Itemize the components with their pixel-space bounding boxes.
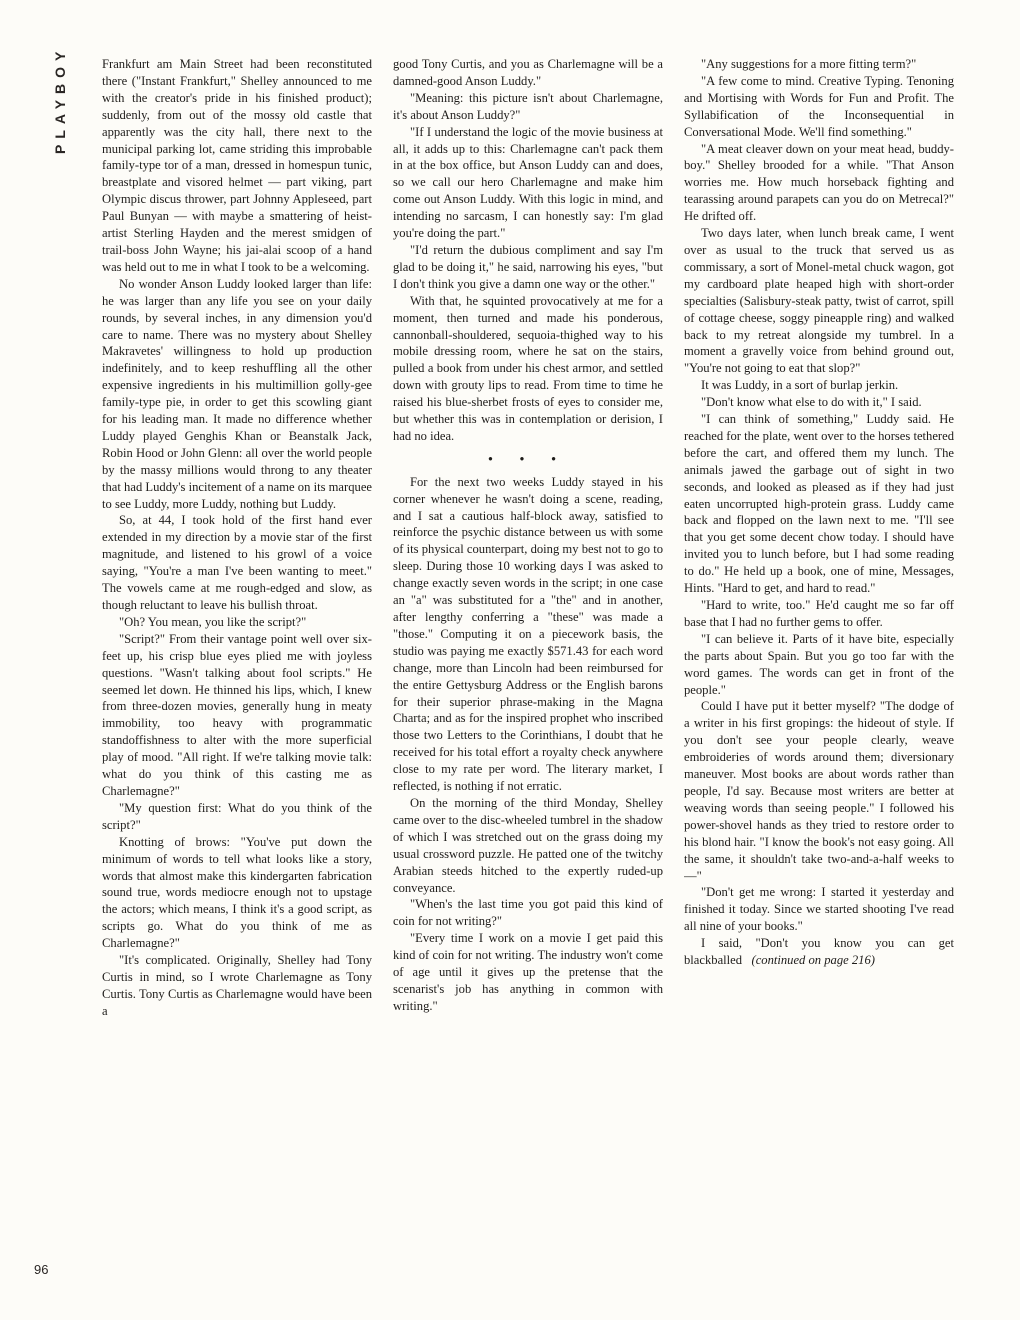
column-3: [684, 56, 954, 1286]
paragraph: "Every time I work on a movie I get paid this kind of coin for not writing. The industry won't come of age until it gives up the pretense that the scenarist's job has anything in common with writing.": [393, 931, 663, 1013]
section-break: • • •: [488, 451, 568, 466]
paragraph: Two days later, when lunch break came, I went over as usual to the truck that served us as commissary, a sort of Monel-metal chuck wagon, got my cardboard plate heaped high with short-order specialties (Salisbury-steak patty, twist of carrot, spill of cottage cheese, soggy pineapple ring) and walked back to my retreat alongside my tumbrel. In a moment a gravelly voice from behind ground out, "You're not going to eat that slop?": [684, 226, 954, 376]
paragraph: So, at 44, I took hold of the first hand ever extended in my direction by a movie star of the first magnitude, and listened to his growl of a voice saying, "You're a man I've been wanting to meet." The vowels came at me rough-edged and slow, as though reluctant to leave his bullish throat.: [102, 513, 372, 612]
paragraph: Could I have put it better myself? "The dodge of a writer in his first gropings: the hideout of style. If you don't see your people clearly, weave embroideries of words around them; diversionary maneuver. Most books are about words rather than people, I'd say. Because most writers are better at weaving words than seeing people." I followed his power-shovel hands as they tried to restore order to his blond hair. "I know the book's not easy going. All the same, it shouldn't take two-and-a-half weeks to —": [684, 699, 954, 883]
paragraph: "When's the last time you got paid this kind of coin for not writing?": [393, 897, 663, 929]
paragraph: On the morning of the third Monday, Shelley came over to the disc-wheeled tumbrel in the shadow of which I was stretched out on the grass doing my usual crossword puzzle. He patted one of the twitchy Arabian steeds hitched to the expertly ruded-up conveyance.: [393, 795, 663, 895]
paragraph: "Hard to write, too." He'd caught me so far off base that I had no further gems to offer.: [684, 598, 954, 629]
paragraph: Knotting of brows: "You've put down the minimum of words to tell what looks like a story, words that almost make this kindergarten fabrication sound true, words mediocre enough not to upstage the actors; which means, I think it's a good script, as scripts go. What do you think of me as Charlemagne?": [102, 834, 372, 951]
paragraph: "Script?" From their vantage point well over six-feet up, his crisp blue eyes plied me with joyless questions. "Wasn't talking about fool scripts." He seemed let down. He thinned his lips, which, I knew from three-dozen movies, generally hung in meaty immobility, too heavy with programmatic standoffishness to alter with the more superficial play of mood. "All right. If we're talking movie talk: what do you think of this casting me as Charlemagne?": [102, 631, 372, 798]
paragraph: "I can believe it. Parts of it have bite, especially the parts about Spain. But you go too far with the word games. The words can get in front of the people.": [684, 631, 954, 697]
paragraph: For the next two weeks Luddy stayed in his corner whenever he wasn't doing a scene, reading, and I sat a cautious half-block away, satisfied to reinforce the psychic distance between us with some of its physical counterpart, doing my best not to go to sleep. During those 10 working days I was asked to change exactly seven words in the script; in one case an "a" was substituted for a "the" and in another, after lengthy conferring a "these" was made a "those." Computing it on a piecework basis, the studio was paying me exactly $571.43 for each word change, more than Lincoln had been reimbursed for the entire Gettysburg Address or the English barons for their superior phrase-making in the Magna Charta; and as for the inspired prophet who inscribed those two Letters to the Corinthians, I doubt that he received for his total effort a royalty check anywhere close to my rate per word. The literary market, I reflected, is nothing if not erratic.: [393, 474, 663, 794]
paragraph: "A few come to mind. Creative Typing. Tenoning and Mortising with Words for Fun and Profit. The Syllabification of the Inconsequential in Conversational Mode. We'll find something.": [684, 73, 954, 139]
paragraph: With that, he squinted provocatively at me for a moment, then turned and made his ponderous, cannonball-shouldered, sequoia-thighed way to his mobile dressing room, where he sat on the stairs, pulled a book from under his chest armor, and settled down with grouty lips to read. From time to time he raised his blue-sherbet frosts of eyes to consider me, but whether this was in contemplation or derision, I had no idea.: [393, 293, 663, 443]
paragraph: Frankfurt am Main Street had been reconstituted there ("Instant Frankfurt," Shelley announced to me with the creator's pride in his finished product); suddenly, from out of the mossy old castle that apparently was the city hall, there next to the municipal parking lot, came striding this improbable family-type tor of a man, dressed in homespun tunic, breastplate and visored helmet — part viking, part Olympic discus thrower, part Johnny Appleseed, part Paul Bunyan — with maybe a smattering of heist-artist Sterling Hayden and the merest smidgen of trail-boss John Wayne; his jai-alai scoop of a hand was held out to me in what I took to be a welcoming.: [102, 57, 372, 274]
paragraph: "I'd return the dubious compliment and say I'm glad to be doing it," he said, narrowing his eyes, "but I don't think you give a damn one way or the other.": [393, 242, 663, 291]
paragraph: It was Luddy, in a sort of burlap jerkin.: [701, 378, 899, 393]
magazine-name: PLAYBOY: [52, 46, 68, 155]
paragraph: "Meaning: this picture isn't about Charlemagne, it's about Anson Luddy?": [393, 90, 663, 122]
paragraph-text: I said, "Don't you know you can get blackballed: [684, 936, 954, 968]
paragraph: "A meat cleaver down on your meat head, buddy-boy." Shelley brooded for a while. "That Anson worries me. How much horseback fighting and tearassing around parapets can you do on Metrecal?" He drifted off.: [684, 141, 954, 224]
paragraph: "If I understand the logic of the movie business at all, it adds up to this: Charlemagne can't pack them in at the box office, but Anson Luddy can and does, so we call our hero Charlemagne and make him come out Anson Luddy. With this logic in mind, and intending no sarcasm, I can honestly say: I'm glad you're doing the part.": [393, 124, 663, 241]
paragraph: "Any suggestions for a more fitting term?": [701, 57, 917, 71]
paragraph: "I can think of something," Luddy said. He reached for the plate, went over to the horses tethered before the cart, and offered them my lunch. The animals jawed the garbage out of sight in two seconds, and looked as pleased as if they had just eaten uncorrupted high-protein grass. Luddy came back and flopped on the lawn next to me. "I'll see that you get some decent chow today. I should have invited you to lunch before, but I had some reading to do." He held up a book, one of mine, Messages, Hints. "Hard to get, and hard to read.": [684, 412, 954, 596]
paragraph-last: [684, 935, 954, 969]
paragraph: "It's complicated. Originally, Shelley had Tony Curtis in mind, so I wrote Charlemagne as Tony Curtis. Tony Curtis as Charlemagne would have been a: [102, 953, 372, 1018]
paragraph: "Oh? You mean, you like the script?": [119, 614, 307, 629]
paragraph: good Tony Curtis, and you as Charlemagne will be a damned-good Anson Luddy.": [393, 57, 663, 88]
paragraph: "Don't know what else to do with it," I said.: [701, 395, 922, 410]
column-1: [102, 56, 372, 1286]
paragraph: "My question first: What do you think of the script?": [102, 800, 372, 832]
page-number: 96: [34, 1262, 49, 1277]
column-2: [393, 56, 663, 1286]
continued-note: (continued on page 216): [751, 953, 875, 968]
paragraph: No wonder Anson Luddy looked larger than life: he was larger than any life you see on your daily rounds, by several inches, in any dimension you'd care to name. There was no mystery about Shelley Makravetes' willingness to hold up production indefinitely, and to keep reshuffling all the other expensive ingredients in his multimillion golly-gee family-type pie, in order to get this scowling giant for his leading man. It made no difference whether Luddy played Genghis Khan or Beanstalk Jack, Robin Hood or John Glenn: all over the world people by the massy millions would throng to any theater that had Luddy's incitement of a name on its marquee to see Luddy, more Luddy, nothing but Luddy.: [102, 276, 372, 511]
paragraph: "Don't get me wrong: I started it yesterday and finished it today. Since we started shooting I've read all nine of your books.": [684, 885, 954, 934]
